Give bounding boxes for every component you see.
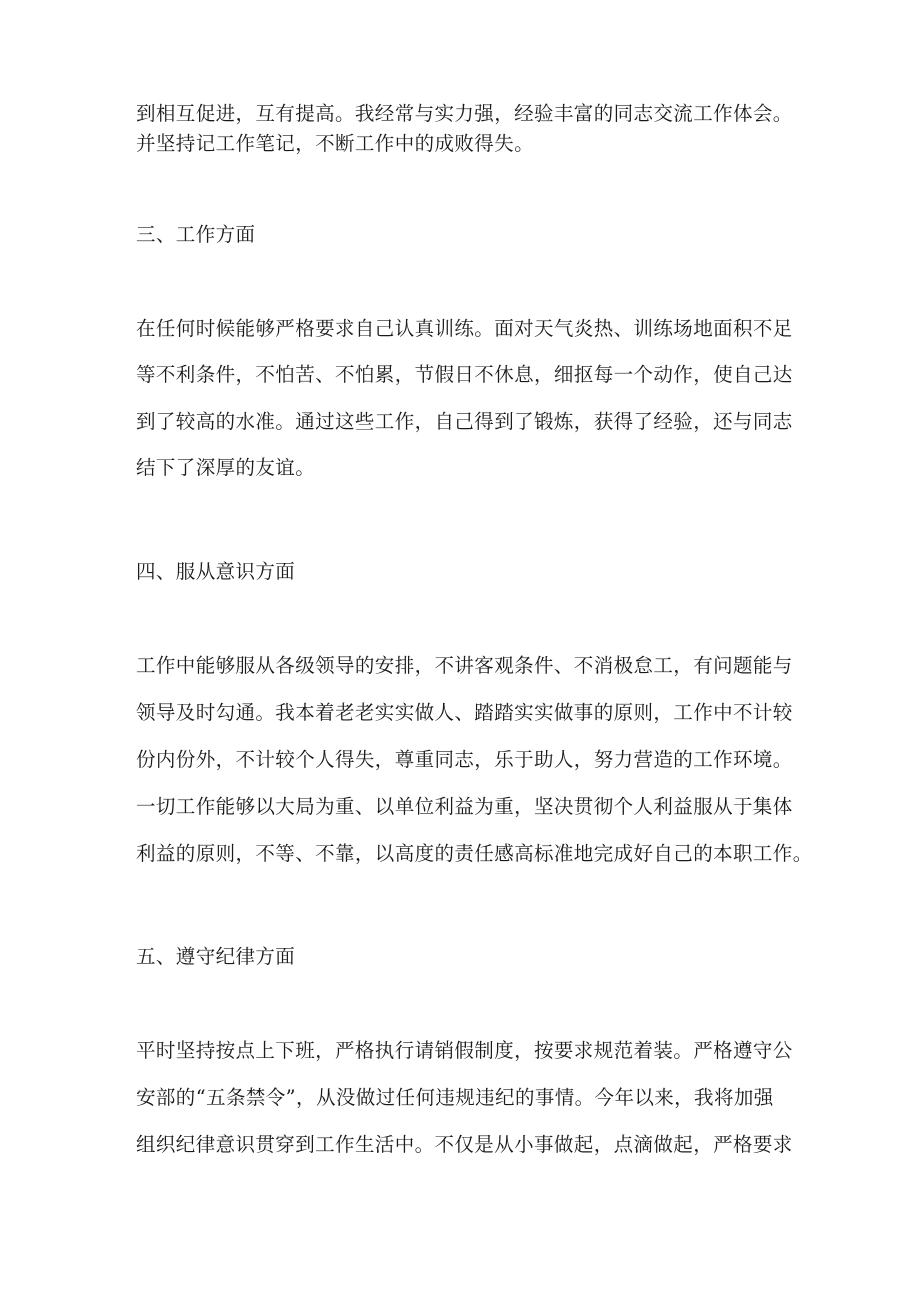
section-heading-discipline: 五、遵守纪律方面 [136, 945, 296, 968]
section-discipline-line-2: 安部的“五条禁令”，从没做过任何违规违纪的事情。今年以来，我将加强 [136, 1086, 774, 1109]
section-obedience-line-1: 工作中能够服从各级领导的安排，不讲客观条件、不消极怠工，有问题能与 [136, 654, 793, 677]
section-heading-work: 三、工作方面 [136, 223, 256, 246]
section-obedience-line-4: 一切工作能够以大局为重、以单位利益为重，坚决贯彻个人利益服从于集体 [136, 795, 793, 818]
intro-line-2: 并坚持记工作笔记，不断工作中的成败得失。 [136, 132, 535, 155]
section-discipline-line-3: 组织纪律意识贯穿到工作生活中。不仅是从小事做起，点滴做起，严格要求 [136, 1133, 793, 1156]
section-discipline-line-1: 平时坚持按点上下班，严格执行请销假制度，按要求规范着装。严格遵守公 [136, 1039, 793, 1062]
section-work-line-3: 到了较高的水准。通过这些工作，自己得到了锻炼，获得了经验，还与同志 [136, 410, 793, 433]
intro-line-1: 到相互促进，互有提高。我经常与实力强，经验丰富的同志交流工作体会。 [136, 102, 793, 125]
section-heading-obedience: 四、服从意识方面 [136, 560, 296, 583]
section-obedience-line-5: 利益的原则，不等、不靠，以高度的责任感高标准地完成好自己的本职工作。 [136, 842, 813, 865]
section-work-line-4: 结下了深厚的友谊。 [136, 456, 316, 479]
section-work-line-1: 在任何时候能够严格要求自己认真训练。面对天气炎热、训练场地面积不足 [136, 317, 793, 340]
section-work-line-2: 等不利条件，不怕苦、不怕累，节假日不休息，细抠每一个动作，使自己达 [136, 363, 793, 386]
section-obedience-line-3: 份内份外，不计较个人得失，尊重同志，乐于助人，努力营造的工作环境。 [136, 748, 793, 771]
section-obedience-line-2: 领导及时勾通。我本着老老实实做人、踏踏实实做事的原则，工作中不计较 [136, 701, 793, 724]
